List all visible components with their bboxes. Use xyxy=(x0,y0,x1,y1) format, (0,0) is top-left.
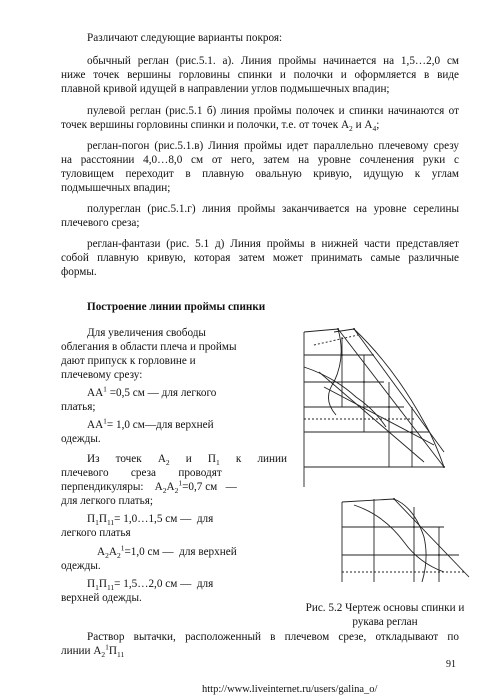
text-line: обычный реглан (рис.5.1. а). Линия проймы начинается на 1,5…2,0 см xyxy=(87,55,459,67)
text-line: плавной кривой идущей в направлении углов подмышечных впадин; xyxy=(61,83,390,95)
figure-caption: Рис. 5.2 Чертеж основы спинки и рукава реглан xyxy=(305,602,465,628)
formula-p1p11-outer: $П_1П_{11}=$ 1,5…2,0 см — для xyxy=(87,578,214,593)
text-line: одежды. xyxy=(61,433,101,445)
text-line: одежды. xyxy=(61,560,101,572)
text-line: плечевого среза; xyxy=(61,217,140,229)
formula-aa1: $АА^1 =0,5$ см — для легкого xyxy=(87,384,217,399)
text-line: реглан-фантази (рис. 5.1 д) Линия проймы в нижней части представляет xyxy=(87,238,459,250)
formula-aa1-outer: $АА^1= 1,0$ см—для верхней xyxy=(87,416,214,431)
source-url: http://www.liveinternet.ru/users/galina_o/ xyxy=(202,684,378,695)
text-line: плечевому срезу: xyxy=(61,369,143,381)
formula-p1p11: $П_1П_{11}=$ 1,0…1,5 см — для xyxy=(87,513,214,528)
section-heading: Построение линии проймы спинки xyxy=(87,301,266,313)
text-line: туловищем переходит в плавную овальную кривую, идущую к углам xyxy=(61,168,459,180)
text-line: плечевого среза проводят xyxy=(61,467,222,479)
text-line: ниже точек вершины горловины спинки и полочки и оформляется в виде xyxy=(61,69,459,81)
text-line: Для увеличения свободы xyxy=(87,327,206,339)
intro-line: Различают следующие варианты покроя: xyxy=(87,32,283,44)
text-line: реглан-погон (рис.5.1.в) Линия проймы идет параллельно плечевому срезу xyxy=(87,140,459,152)
page-number: 91 xyxy=(446,659,456,670)
text-line: подмышечных впадин; xyxy=(61,182,171,194)
text-line: полуреглан (рис.5.1.г) линия проймы заканчивается на уровне серелины xyxy=(87,203,459,215)
text-line: верхней одежды. xyxy=(61,592,142,604)
text-line: формы. xyxy=(61,266,97,278)
text-line: Из точек $А_2$ и $П_1$ к линии xyxy=(87,453,287,468)
text-line: точек вершины горловины спинки и полочки, т.е. от точек $А_2$ и $А_4$; xyxy=(61,119,380,134)
formula-a2a2: перпендикуляры: $А_2А_2^1=0,7$ см — xyxy=(61,478,237,496)
text-line: пулевой реглан (рис.5.1 б) линия проймы полочек и спинки начинаются от xyxy=(87,105,459,117)
text-line: платья; xyxy=(61,401,96,413)
formula-a2a2-outer: $А_2А_2^1=1,0$ см — для верхней xyxy=(97,543,237,561)
text-line: облегания в области плеча и проймы xyxy=(61,341,237,353)
raglan-pattern-drawing xyxy=(294,327,476,592)
text-line: линии $А_2^1П_{11}$ xyxy=(61,642,125,660)
text-line: легкого платья xyxy=(61,527,131,539)
text-line: для легкого платья; xyxy=(61,495,154,507)
text-line: на расстоянии 4,0…8,0 см от него, затем на уровне сочленения руки с xyxy=(61,154,459,166)
text-line: Раствор вытачки, расположенный в плечевом срезе, откладывают по xyxy=(87,631,459,643)
text-line: собой плавную кривую, которая затем может принимать самые различные xyxy=(61,252,459,264)
text-line: дают припуск к горловине и xyxy=(61,355,196,367)
